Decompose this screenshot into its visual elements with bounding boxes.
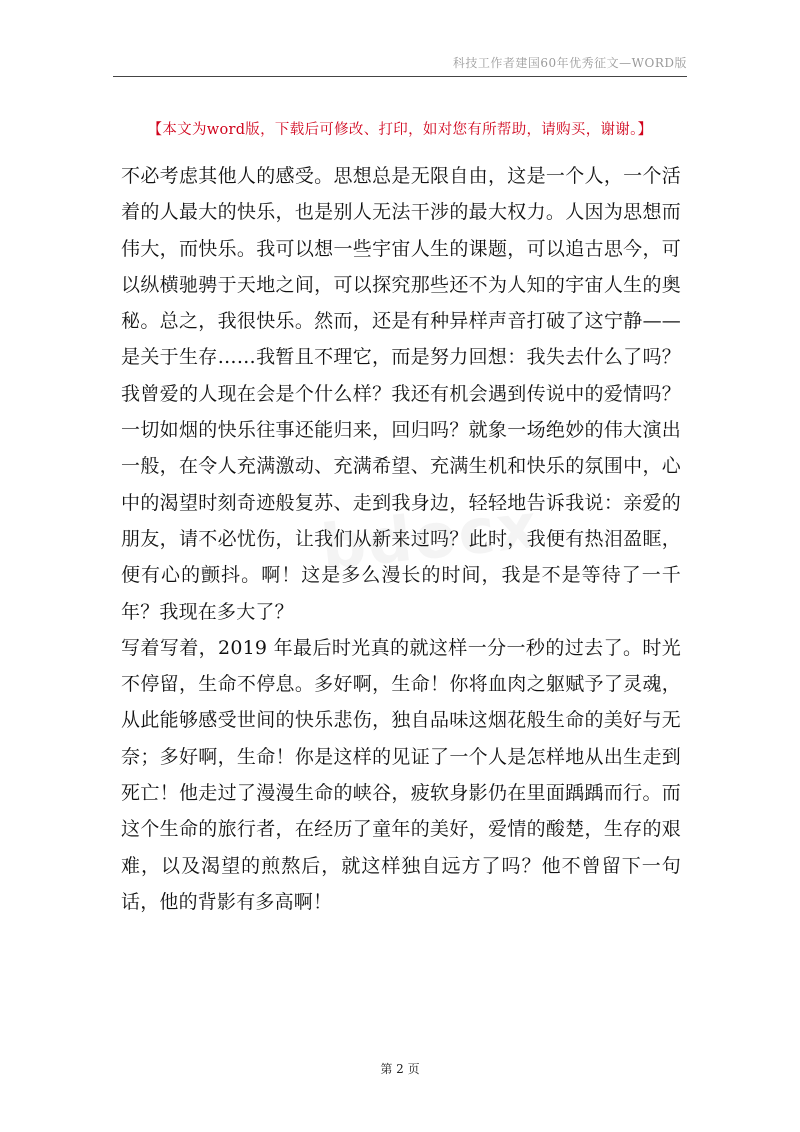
paragraph: 不必考虑其他人的感受。思想总是无限自由，这是一个人，一个活着的人最大的快乐，也是别人无法干涉的最大权力。人因为思想而伟大，而快乐。我可以想一些宇宙人生的课题，可以追古思今，可以纵横驰骋于天地之间，可以探究那些还不为人知的宇宙人生的奥秘。总之，我很快乐。然而，还是有种异样声音打破了这宁静——是关于生存……我暂且不理它，而是努力回想：我失去什么了吗？我曾爱的人现在会是个什么样？我还有机会遇到传说中的爱情吗？一切如烟的快乐往事还能归来，回归吗？就象一场绝妙的伟大演出一般，在令人充满激动、充满希望、充满生机和快乐的氛围中，心中的渴望时刻奇迹般复苏、走到我身边，轻轻地告诉我说：亲爱的朋友，请不必忧伤，让我们从新来过吗？此时，我便有热泪盈眶，便有心的颤抖。啊！这是多么漫长的时间，我是不是等待了一千年？我现在多大了？	[121, 165, 681, 623]
page-header	[113, 52, 687, 77]
paragraph: 写着写着，2019 年最后时光真的就这样一分一秒的过去了。时光不停留，生命不停息。多好啊，生命！你将血肉之躯赋予了灵魂，从此能够感受世间的快乐悲伤，独自品味这烟花般生命的美好与无奈；多好啊，生命！你是这样的见证了一个人是怎样地从出生走到死亡！他走过了漫漫生命的峡谷，疲软身影仍在里面踽踽而行。而这个生命的旅行者，在经历了童年的美好，爱情的酸楚，生存的艰难，以及渴望的煎熬后，就这样独自远方了吗？他不曾留下一句话，他的背影有多高啊！	[121, 636, 681, 913]
article-body	[121, 158, 681, 920]
header-title: 科技工作者建国60年优秀征文—WORD版	[452, 56, 687, 70]
page-number: 第 2 页	[380, 1062, 420, 1076]
download-notice: 【本文为word版，下载后可修改、打印，如对您有所帮助，请购买，谢谢。】	[147, 122, 653, 138]
